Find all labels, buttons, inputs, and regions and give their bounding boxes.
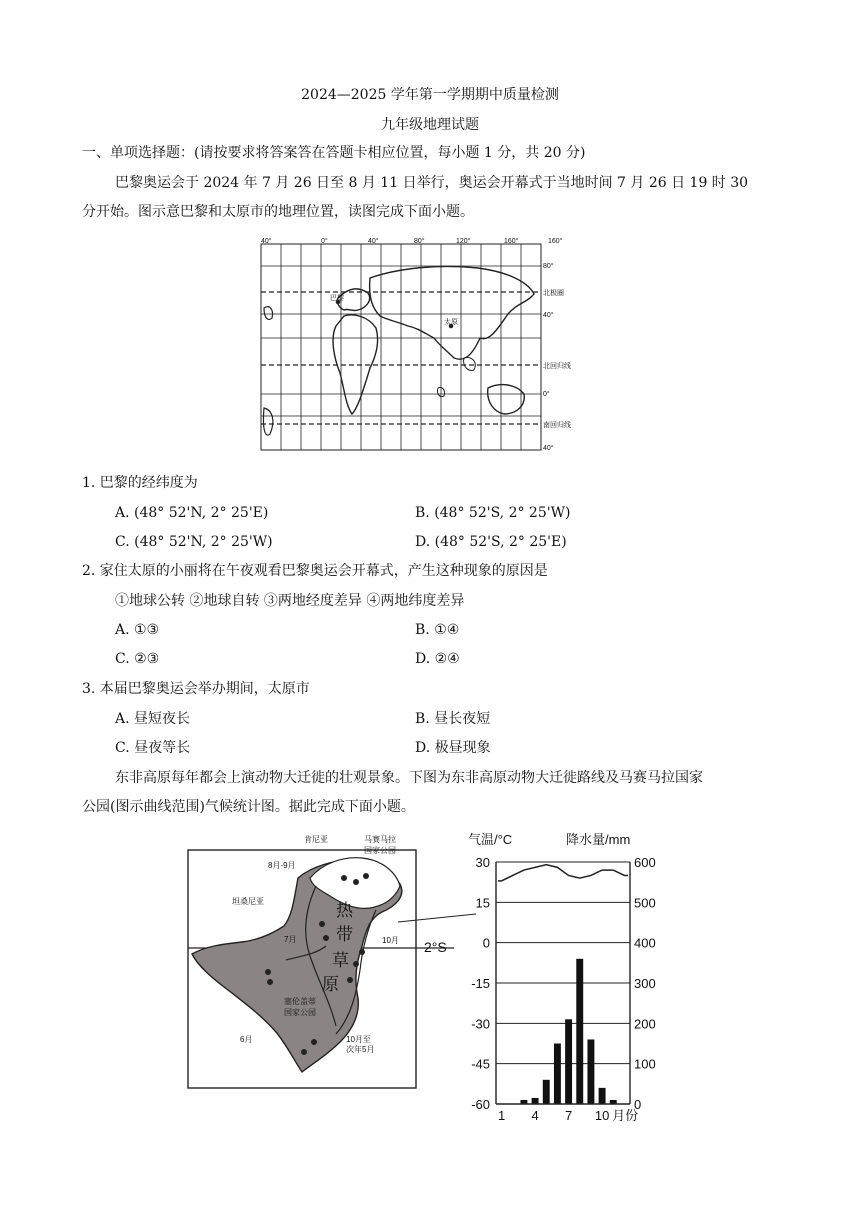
- precip-axis-label: 降水量/mm: [566, 832, 631, 847]
- temp-tick-label: -45: [471, 1056, 490, 1072]
- lon-label: 160°: [504, 238, 519, 245]
- tanzania-label: 坦桑尼亚: [232, 897, 264, 906]
- lat-label: 北极圈: [543, 290, 564, 297]
- precip-tick-label: 600: [634, 855, 656, 870]
- savanna-char: 热: [336, 901, 353, 920]
- serengeti-label: 塞伦盖蒂: [284, 997, 316, 1006]
- q2-options-line: ①地球公转 ②地球自转 ③两地经度差异 ④两地纬度差异: [115, 593, 465, 609]
- paris-label: 巴黎: [330, 295, 344, 302]
- lat-label: 北回归线: [543, 363, 571, 370]
- precipitation-bar: [587, 1039, 594, 1104]
- precip-tick-label: 500: [634, 895, 656, 911]
- precipitation-bar: [599, 1088, 606, 1104]
- q3-stem: 3. 本届巴黎奥运会举办期间，太原市: [82, 681, 310, 697]
- q2-option-d: D. ②④: [415, 651, 460, 667]
- section-heading: 一、单项选择题：(请按要求将答案答在答题卡相应位置，每小题 1 分，共 20 分): [82, 145, 586, 161]
- climate-chart: [440, 828, 670, 1128]
- lat-label: 0°: [543, 391, 550, 398]
- q2-option-b: B. ①④: [415, 622, 460, 638]
- month-label: 8月-9月: [268, 861, 296, 870]
- masai-mara-label: 国家公园: [364, 846, 396, 855]
- temp-tick-label: -15: [471, 976, 490, 991]
- precip-tick-label: 300: [634, 976, 656, 991]
- precip-tick-label: 400: [634, 935, 656, 951]
- savanna-char: 原: [322, 975, 339, 994]
- lon-label: 40°: [368, 238, 379, 245]
- passage1-line1: 巴黎奥运会于 2024 年 7 月 26 日至 8 月 11 日举行，奥运会开幕式于当地时间 7 月 26 日 19 时 30: [115, 175, 749, 191]
- lat-label: 南回归线: [543, 422, 571, 429]
- precip-tick-label: 200: [634, 1016, 656, 1032]
- precipitation-bar: [576, 959, 583, 1104]
- month-label: 10月至: [346, 1035, 371, 1044]
- x-tick-label: 10: [594, 1108, 610, 1123]
- q2-option-c: C. ②③: [115, 651, 160, 667]
- lat-label: 40°: [543, 312, 554, 319]
- lat-label: 80°: [543, 263, 554, 270]
- savanna-char: 草: [332, 951, 349, 970]
- passage1-line2: 分开始。图示意巴黎和太原市的地理位置，读图完成下面小题。: [82, 204, 474, 220]
- x-tick-label: 7: [564, 1108, 573, 1123]
- temperature-line: [498, 865, 628, 881]
- lon-label: 160°: [548, 238, 563, 245]
- passage2-line1: 东非高原每年都会上演动物大迁徙的壮观景象。下图为东非高原动物大迁徙路线及马赛马拉国家: [115, 770, 703, 786]
- precipitation-bar: [554, 1044, 561, 1105]
- serengeti-label: 国家公园: [284, 1008, 316, 1017]
- lon-label: 40°: [261, 238, 272, 245]
- q2-stem: 2. 家住太原的小丽将在午夜观看巴黎奥运会开幕式，产生这种现象的原因是: [82, 563, 548, 579]
- q1-option-c: C. (48° 52'N, 2° 25'W): [115, 534, 273, 550]
- precip-tick-label: 0: [634, 1097, 642, 1112]
- lon-label: 0°: [321, 238, 328, 245]
- precipitation-bar: [565, 1019, 572, 1104]
- x-tick-label: 4: [531, 1108, 539, 1123]
- q1-option-a: A. (48° 52'N, 2° 25'E): [115, 505, 269, 521]
- taiyuan-label: 太原: [444, 319, 458, 326]
- x-axis-label: 月份: [612, 1108, 639, 1123]
- month-label: 6月: [240, 1035, 253, 1044]
- q3-option-c: C. 昼夜等长: [115, 740, 191, 756]
- q3-option-b: B. 昼长夜短: [415, 711, 491, 727]
- paper-title: 2024—2025 学年第一学期期中质量检测: [301, 87, 559, 103]
- x-tick-label: 1: [497, 1108, 506, 1123]
- paper-subtitle: 九年级地理试题: [381, 117, 479, 133]
- world-map-figure: [258, 238, 571, 456]
- savanna-char: 带: [336, 925, 353, 944]
- temp-axis-label: 气温/°C: [468, 832, 513, 847]
- precipitation-bar: [543, 1080, 550, 1104]
- passage2-line2: 公园(图示曲线范围)气候统计图。据此完成下面小题。: [82, 799, 415, 815]
- q2-option-a: A. ①③: [115, 622, 160, 638]
- month-label: 10月: [382, 936, 399, 945]
- latitude-2s-label: 2°S: [424, 939, 447, 955]
- precipitation-bar: [532, 1098, 539, 1104]
- lat-label: 40°: [543, 445, 554, 452]
- q3-option-d: D. 极昼现象: [415, 740, 491, 756]
- month-label: 次年5月: [346, 1045, 375, 1054]
- q3-option-a: A. 昼短夜长: [115, 711, 191, 727]
- q1-stem: 1. 巴黎的经纬度为: [82, 475, 198, 491]
- lon-label: 120°: [456, 238, 471, 245]
- temp-tick-label: 30: [475, 855, 490, 870]
- q1-option-b: B. (48° 52'S, 2° 25'W): [415, 505, 571, 521]
- q1-option-d: D. (48° 52'S, 2° 25'E): [415, 534, 567, 550]
- temp-tick-label: 0: [482, 935, 490, 951]
- kenya-label: 肯尼亚: [304, 835, 328, 844]
- temp-tick-label: -60: [471, 1097, 490, 1112]
- temp-tick-label: 15: [475, 895, 490, 911]
- precip-tick-label: 100: [634, 1056, 656, 1072]
- lon-label: 80°: [414, 238, 425, 245]
- month-label: 7月: [284, 935, 297, 944]
- temp-tick-label: -30: [471, 1016, 490, 1032]
- masai-mara-label: 马赛马拉: [364, 835, 396, 844]
